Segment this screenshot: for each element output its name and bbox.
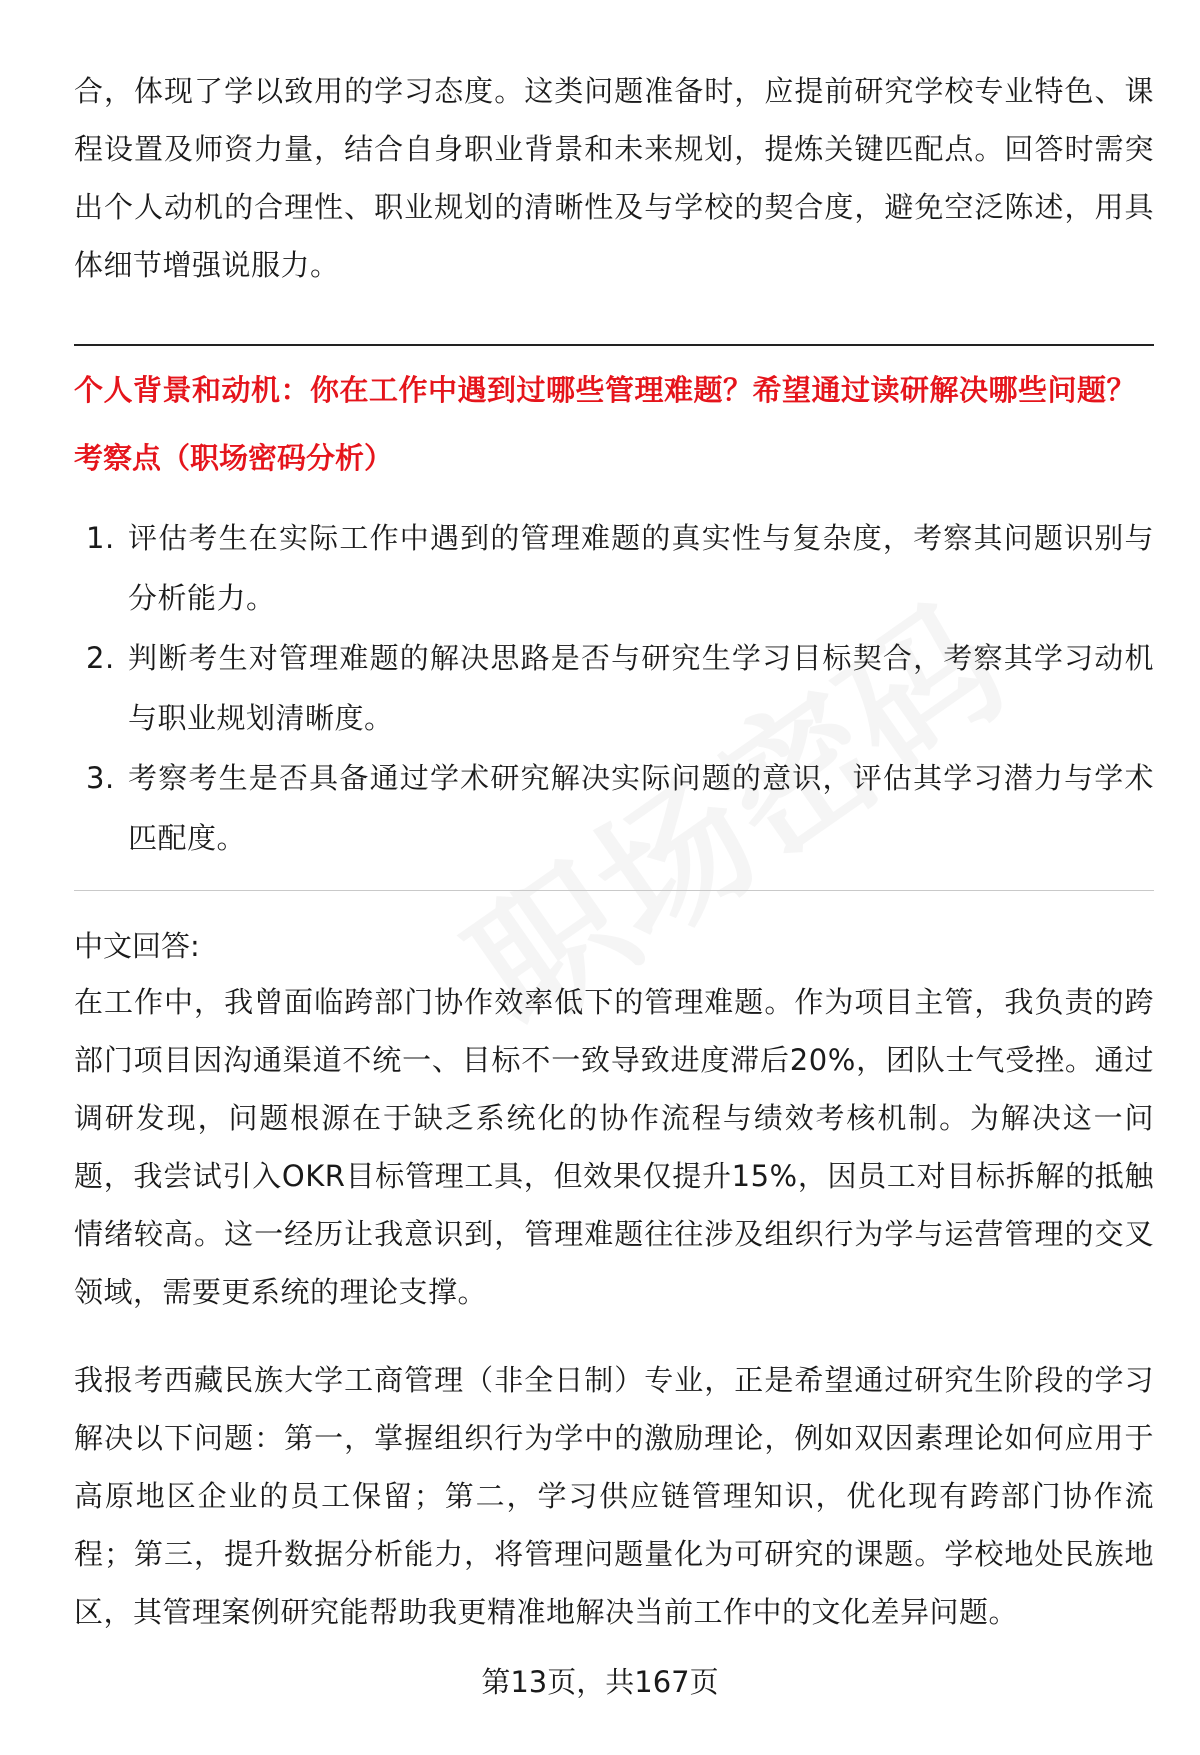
list-item-number: 3. [86,761,115,795]
answer-label: 中文回答: [74,929,200,963]
points-title: 考察点（职场密码分析） [74,441,394,475]
answer-paragraph: 在工作中，我曾面临跨部门协作效率低下的管理难题。作为项目主管，我负责的跨部门项目因沟通渠道不统一、目标不一致导致进度滞后20%，团队士气受挫。通过调研发现，问题根源在于缺乏系统化的协作流程与绩效考核机制。为解决这一问题，我尝试引入OKR目标管理工具，但效果仅提升15%，因员工对目标拆解的抵触情绪较高。这一经历让我意识到，管理难题往往涉及组织行为学与运营管理的交叉领域，需要更系统的理论支撑。 [74,985,1154,1309]
document-page [74,62,1154,1641]
list-item [74,748,1154,868]
list-item-text: 评估考生在实际工作中遇到的管理难题的真实性与复杂度，考察其问题识别与分析能力。 [128,521,1154,615]
list-item [74,628,1154,748]
answer-paragraph: 我报考西藏民族大学工商管理（非全日制）专业，正是希望通过研究生阶段的学习解决以下问题：第一，掌握组织行为学中的激励理论，例如双因素理论如何应用于高原地区企业的员工保留；第二，学习供应链管理知识，优化现有跨部门协作流程；第三，提升数据分析能力，将管理问题量化为可研究的课题。学校地处民族地区，其管理案例研究能帮助我更精准地解决当前工作中的文化差异问题。 [74,1363,1154,1629]
list-item-number: 2. [86,641,115,675]
list-item-text: 考察考生是否具备通过学术研究解决实际问题的意识，评估其学习潜力与学术匹配度。 [128,761,1154,855]
list-item [74,508,1154,628]
intro-paragraph: 合，体现了学以致用的学习态度。这类问题准备时，应提前研究学校专业特色、课程设置及师资力量，结合自身职业背景和未来规划，提炼关键匹配点。回答时需突出个人动机的合理性、职业规划的清晰性及与学校的契合度，避免空泛陈述，用具体细节增强说服力。 [74,74,1154,282]
list-item-text: 判断考生对管理难题的解决思路是否与研究生学习目标契合，考察其学习动机与职业规划清晰度。 [128,641,1154,735]
points-list [74,508,1154,868]
page-number: 第13页，共167页 [481,1665,719,1699]
question-heading: 个人背景和动机：你在工作中遇到过哪些管理难题？希望通过读研解决哪些问题？ [74,373,1137,407]
answer-divider [74,890,1154,891]
section-divider [74,344,1154,346]
list-item-number: 1. [86,521,115,555]
